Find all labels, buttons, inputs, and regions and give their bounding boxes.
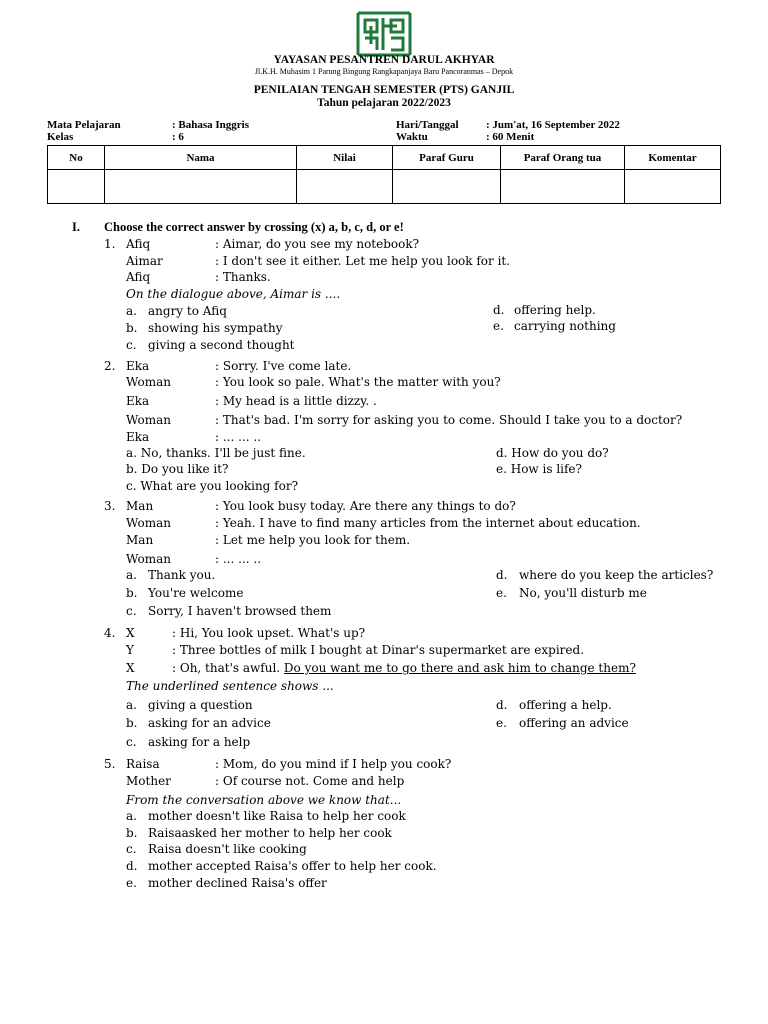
q2-speaker: Eka <box>126 394 150 408</box>
q2-option-c[interactable]: c. What are you looking for? <box>126 479 299 493</box>
q5-option-b[interactable]: Raisaasked her mother to help her cook <box>148 826 392 840</box>
q5-line: : Mom, do you mind if I help you cook? <box>215 757 452 771</box>
q1-option-a[interactable]: angry to Afiq <box>148 304 227 318</box>
q4-option-a[interactable]: giving a question <box>148 698 253 712</box>
score-table <box>47 145 721 204</box>
col-nama: Nama <box>105 146 297 170</box>
q3-speaker: Man <box>126 533 154 547</box>
cell-paraf-guru[interactable] <box>393 170 501 204</box>
q3-option-letter[interactable]: e. <box>496 586 507 600</box>
q2-speaker: Woman <box>126 413 172 427</box>
q4-option-b[interactable]: asking for an advice <box>148 716 271 730</box>
q3-option-letter[interactable]: a. <box>126 568 137 582</box>
school-address: Jl.K.H. Muhasim 1 Parung Bingung Rangkapanjaya Baru Pancoranmas – Depok <box>254 67 514 76</box>
q1-number: 1. <box>104 237 116 251</box>
class-value: : 6 <box>172 131 184 143</box>
q3-option-letter[interactable]: b. <box>126 586 138 600</box>
q3-option-letter[interactable]: d. <box>496 568 508 582</box>
q5-speaker: Mother <box>126 774 171 788</box>
q4-option-letter[interactable]: b. <box>126 716 138 730</box>
q4-line <box>172 661 636 676</box>
q4-number: 4. <box>104 626 116 640</box>
q3-line: : Yeah. I have to find many articles from the internet about education. <box>215 516 641 530</box>
q2-line: : My head is a little dizzy. . <box>215 394 377 408</box>
q4-option-letter[interactable]: c. <box>126 735 137 749</box>
q1-option-letter[interactable]: b. <box>126 321 138 335</box>
exam-title: PENILAIAN TENGAH SEMESTER (PTS) GANJIL <box>253 84 515 96</box>
q4-speaker: Y <box>126 643 134 657</box>
q4-line-start: : Oh, that's awful. <box>172 661 284 675</box>
col-paraf-orang-tua: Paraf Orang tua <box>501 146 625 170</box>
q1-option-e[interactable]: carrying nothing <box>514 319 616 333</box>
q2-option-b[interactable]: b. Do you like it? <box>126 462 229 476</box>
q1-speaker: Afiq <box>126 270 151 284</box>
q5-option-a[interactable]: mother doesn't like Raisa to help her cook <box>148 809 406 823</box>
q1-line: : Aimar, do you see my notebook? <box>215 237 420 251</box>
q5-line: : Of course not. Come and help <box>215 774 405 788</box>
q4-underlined-sentence: Do you want me to go there and ask him to change them? <box>283 661 636 675</box>
cell-komentar[interactable] <box>625 170 721 204</box>
q4-option-letter[interactable]: a. <box>126 698 137 712</box>
q3-option-b[interactable]: You're welcome <box>148 586 244 600</box>
q5-prompt: From the conversation above we know that... <box>126 793 402 807</box>
q2-option-e[interactable]: e. How is life? <box>496 462 582 476</box>
q5-option-letter[interactable]: d. <box>126 859 138 873</box>
school-name: YAYASAN PESANTREN DARUL AKHYAR <box>273 54 495 66</box>
q5-option-letter[interactable]: b. <box>126 826 138 840</box>
q5-option-letter[interactable]: c. <box>126 842 137 856</box>
q3-option-a[interactable]: Thank you. <box>148 568 216 582</box>
q5-option-c[interactable]: Raisa doesn't like cooking <box>148 842 307 856</box>
date-label: Hari/Tanggal <box>396 119 459 131</box>
subject-value: : Bahasa Inggris <box>172 119 250 131</box>
cell-no[interactable] <box>48 170 105 204</box>
q1-option-letter[interactable]: a. <box>126 304 137 318</box>
q2-line: : You look so pale. What's the matter with you? <box>215 375 501 389</box>
q2-number: 2. <box>104 359 116 373</box>
q1-line: : I don't see it either. Let me help you look for it. <box>215 254 511 268</box>
q5-speaker: Raisa <box>126 757 160 771</box>
q5-option-e[interactable]: mother declined Raisa's offer <box>148 876 327 890</box>
q4-speaker: X <box>126 661 135 675</box>
school-logo-icon <box>355 10 413 58</box>
q2-line: : Sorry. I've come late. <box>215 359 352 373</box>
q3-option-d[interactable]: where do you keep the articles? <box>519 568 714 582</box>
q4-option-c[interactable]: asking for a help <box>148 735 251 749</box>
q1-option-d[interactable]: offering help. <box>514 303 596 317</box>
q2-speaker: Woman <box>126 375 172 389</box>
q5-option-letter[interactable]: a. <box>126 809 137 823</box>
q1-prompt: On the dialogue above, Aimar is .... <box>126 287 341 301</box>
q1-option-letter[interactable]: c. <box>126 338 137 352</box>
q3-number: 3. <box>104 499 116 513</box>
q3-line: : ... ... .. <box>215 552 262 566</box>
q4-option-e[interactable]: offering an advice <box>519 716 629 730</box>
q3-option-c[interactable]: Sorry, I haven't browsed them <box>148 604 332 618</box>
q5-option-d[interactable]: mother accepted Raisa's offer to help her cook. <box>148 859 437 873</box>
date-value: : Jum'at, 16 September 2022 <box>486 119 620 131</box>
q4-prompt: The underlined sentence shows ... <box>126 679 334 693</box>
q4-speaker: X <box>126 626 135 640</box>
q3-speaker: Woman <box>126 552 172 566</box>
q1-speaker: Aimar <box>126 254 163 268</box>
time-label: Waktu <box>396 131 428 143</box>
q3-option-letter[interactable]: c. <box>126 604 137 618</box>
q3-line: : You look busy today. Are there any things to do? <box>215 499 516 513</box>
subject-label: Mata Pelajaran <box>47 119 121 131</box>
col-paraf-guru: Paraf Guru <box>393 146 501 170</box>
section-instruction: Choose the correct answer by crossing (x) a, b, c, d, or e! <box>104 220 404 234</box>
q4-option-letter[interactable]: d. <box>496 698 508 712</box>
q2-speaker: Eka <box>126 430 150 444</box>
cell-nama[interactable] <box>105 170 297 204</box>
q1-speaker: Afiq <box>126 237 151 251</box>
q4-option-letter[interactable]: e. <box>496 716 507 730</box>
q4-line: : Hi, You look upset. What's up? <box>172 626 366 640</box>
q1-option-letter[interactable]: e. <box>493 319 504 333</box>
q2-line: : That's bad. I'm sorry for asking you to come. Should I take you to a doctor? <box>215 413 683 427</box>
q1-option-letter[interactable]: d. <box>493 303 505 317</box>
q3-speaker: Man <box>126 499 154 513</box>
school-year: Tahun pelajaran 2022/2023 <box>317 97 451 109</box>
q1-line: : Thanks. <box>215 270 271 284</box>
q5-option-letter[interactable]: e. <box>126 876 137 890</box>
q3-speaker: Woman <box>126 516 172 530</box>
q1-option-b[interactable]: showing his sympathy <box>148 321 283 335</box>
q2-option-d[interactable]: d. How do you do? <box>496 446 609 460</box>
col-no: No <box>48 146 105 170</box>
cell-paraf-orang-tua[interactable] <box>501 170 625 204</box>
col-komentar: Komentar <box>625 146 721 170</box>
cell-nilai[interactable] <box>297 170 393 204</box>
class-label: Kelas <box>47 131 74 143</box>
q2-line: : ... ... .. <box>215 430 262 444</box>
time-value: : 60 Menit <box>486 131 535 143</box>
q4-option-d[interactable]: offering a help. <box>519 698 612 712</box>
q1-option-c[interactable]: giving a second thought <box>148 338 295 352</box>
q3-option-e[interactable]: No, you'll disturb me <box>519 586 647 600</box>
q5-number: 5. <box>104 757 116 771</box>
q2-speaker: Eka <box>126 359 150 373</box>
q3-line: : Let me help you look for them. <box>215 533 411 547</box>
col-nilai: Nilai <box>297 146 393 170</box>
q4-line: : Three bottles of milk I bought at Dinar's supermarket are expired. <box>172 643 585 657</box>
section-number: I. <box>72 220 80 234</box>
q2-option-a[interactable]: a. No, thanks. I'll be just fine. <box>126 446 306 460</box>
